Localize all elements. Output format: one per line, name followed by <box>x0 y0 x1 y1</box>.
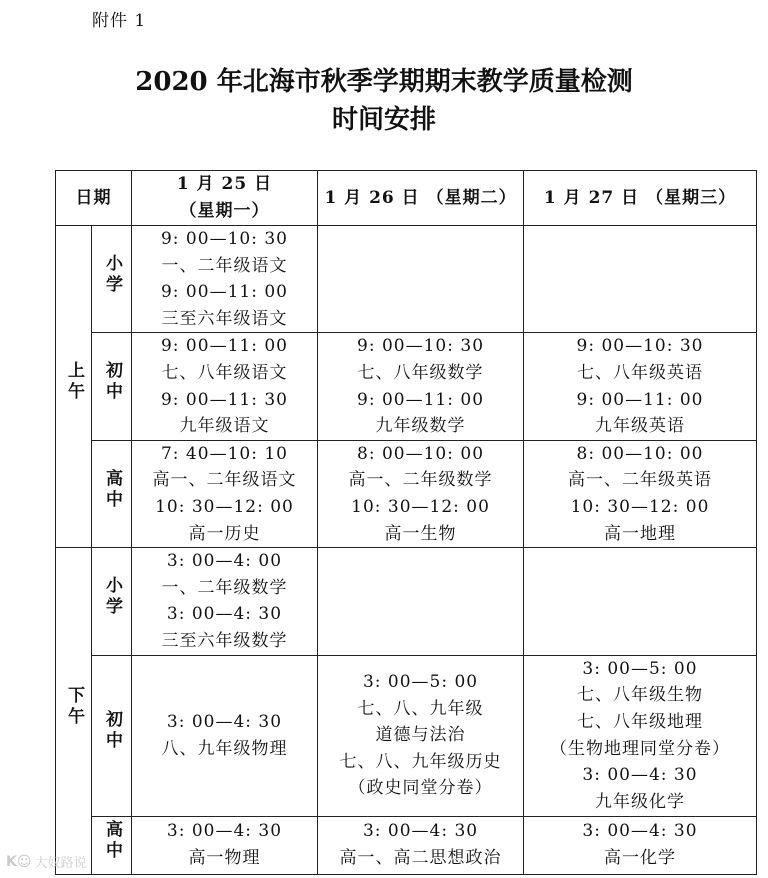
schedule-line: 高一物理 <box>188 848 261 868</box>
schedule-line: 10: 30—12: 00 <box>570 496 710 517</box>
schedule-line: 高一、二年级语文 <box>152 470 297 491</box>
schedule-line: 3: 00—4: 30 <box>166 821 283 842</box>
schedule-line: 9: 00—11: 00 <box>160 336 288 357</box>
schedule-cell <box>523 816 756 874</box>
attachment-label: 附件 1 <box>92 11 147 31</box>
period-label: 下午 <box>63 685 84 728</box>
schedule-cell <box>523 226 756 333</box>
table-row <box>56 548 757 655</box>
schedule-cell <box>318 548 524 655</box>
schedule-line: 九年级化学 <box>594 791 685 812</box>
schedule-cell <box>131 333 317 440</box>
schedule-cell <box>131 655 317 816</box>
watermark-logo-icon: K☺ <box>6 853 32 870</box>
schedule-line: 3: 00—5: 00 <box>362 672 479 693</box>
schedule-line: 七、八、九年级历史 <box>339 751 502 772</box>
schedule-cell <box>131 226 317 333</box>
schedule-line: 10: 30—12: 00 <box>155 496 294 517</box>
schedule-line: 高一、二年级英语 <box>567 470 712 491</box>
schedule-line: 三至六年级数学 <box>161 630 288 651</box>
schedule-line: 3: 00—4: 30 <box>362 821 479 842</box>
level-junior-afternoon <box>92 655 132 816</box>
table-row <box>56 655 757 816</box>
schedule-line: 3: 00—4: 30 <box>582 765 698 786</box>
level-senior-morning <box>92 440 132 547</box>
schedule-line: 高一地理 <box>603 523 676 544</box>
period-morning <box>56 226 92 548</box>
table-row <box>56 226 757 333</box>
schedule-line: 七、八、九年级 <box>357 698 484 719</box>
schedule-line: 3: 00—4: 30 <box>582 821 698 842</box>
schedule-line: 9: 00—11: 30 <box>160 389 288 410</box>
schedule-cell <box>523 548 756 655</box>
schedule-line: 9: 00—11: 00 <box>357 389 485 410</box>
schedule-line: 3: 00—4: 30 <box>166 604 283 625</box>
schedule-line: 三至六年级语文 <box>161 308 288 329</box>
level-label: 初中 <box>101 710 122 753</box>
level-label: 初中 <box>101 361 122 404</box>
document-title: 2020 年北海市秋季学期期末教学质量检测 <box>135 67 633 97</box>
schedule-cell <box>131 440 317 547</box>
schedule-line: 9: 00—10: 30 <box>576 336 704 357</box>
schedule-line: 3: 00—4: 30 <box>166 711 283 732</box>
schedule-line: （政史同堂分卷） <box>348 778 493 799</box>
schedule-line: 10: 30—12: 00 <box>351 496 490 517</box>
schedule-line: 一、二年级语文 <box>161 255 288 276</box>
schedule-line: 七、八年级生物 <box>576 685 703 706</box>
schedule-line: 九年级语文 <box>179 416 270 437</box>
schedule-cell <box>523 440 756 547</box>
schedule-cell <box>318 816 524 874</box>
schedule-line: 九年级英语 <box>594 416 685 437</box>
level-primary-afternoon <box>92 548 132 655</box>
schedule-line: 高一生物 <box>384 523 457 544</box>
schedule-line: 8: 00—10: 00 <box>357 443 485 464</box>
period-label: 上午 <box>63 361 84 404</box>
schedule-cell <box>131 548 317 655</box>
schedule-cell <box>131 816 317 874</box>
table-row <box>56 816 757 874</box>
watermark-text: 大奴路说 <box>34 856 87 871</box>
schedule-table <box>55 170 757 875</box>
table-row <box>56 333 757 440</box>
schedule-line: 道德与法治 <box>375 725 466 746</box>
level-label: 小学 <box>101 576 122 619</box>
schedule-cell <box>318 226 524 333</box>
schedule-line: 9: 00—10: 30 <box>160 229 288 249</box>
schedule-line: 3: 00—4: 00 <box>166 551 283 572</box>
date-header: 日期 <box>56 171 132 226</box>
schedule-line: 高一化学 <box>603 848 676 868</box>
schedule-line: 高一历史 <box>188 523 261 544</box>
schedule-line: 9: 00—11: 00 <box>576 389 704 410</box>
schedule-line: 八、九年级物理 <box>161 738 288 759</box>
day-header-3: 1 月 27 日 （星期三） <box>523 171 756 226</box>
schedule-line: 3: 00—5: 00 <box>582 658 698 679</box>
schedule-line: 一、二年级数学 <box>161 577 288 598</box>
schedule-cell <box>318 655 524 816</box>
period-afternoon <box>56 548 92 874</box>
schedule-line: 七、八年级英语 <box>576 362 703 383</box>
schedule-cell <box>318 440 524 547</box>
table-row <box>56 440 757 547</box>
schedule-line: 8: 00—10: 00 <box>576 443 704 464</box>
schedule-line: 七、八年级语文 <box>161 362 288 383</box>
level-primary-morning <box>92 226 132 333</box>
schedule-line: 高一、二年级数学 <box>348 470 493 491</box>
schedule-cell <box>318 333 524 440</box>
level-label: 高中 <box>101 819 122 862</box>
day-header-1: 1 月 25 日 （星期一） <box>131 171 317 226</box>
schedule-line: 七、八年级地理 <box>576 711 703 732</box>
schedule-line: 九年级数学 <box>375 416 466 437</box>
document-subtitle: 时间安排 <box>331 105 436 135</box>
level-senior-afternoon <box>92 816 132 874</box>
level-junior-morning <box>92 333 132 440</box>
day-header-2: 1 月 26 日 （星期二） <box>318 171 524 226</box>
schedule-line: 七、八年级数学 <box>357 362 484 383</box>
level-label: 高中 <box>101 468 122 511</box>
schedule-cell <box>523 655 756 816</box>
schedule-line: 9: 00—11: 00 <box>160 282 288 303</box>
level-label: 小学 <box>101 253 122 296</box>
watermark <box>6 852 86 871</box>
schedule-line: （生物地理同堂分卷） <box>549 738 730 759</box>
schedule-cell <box>523 333 756 440</box>
schedule-line: 9: 00—10: 30 <box>357 336 485 357</box>
schedule-line: 7: 40—10: 10 <box>160 443 288 464</box>
header-row <box>56 171 757 226</box>
schedule-line: 高一、高二思想政治 <box>339 848 502 868</box>
